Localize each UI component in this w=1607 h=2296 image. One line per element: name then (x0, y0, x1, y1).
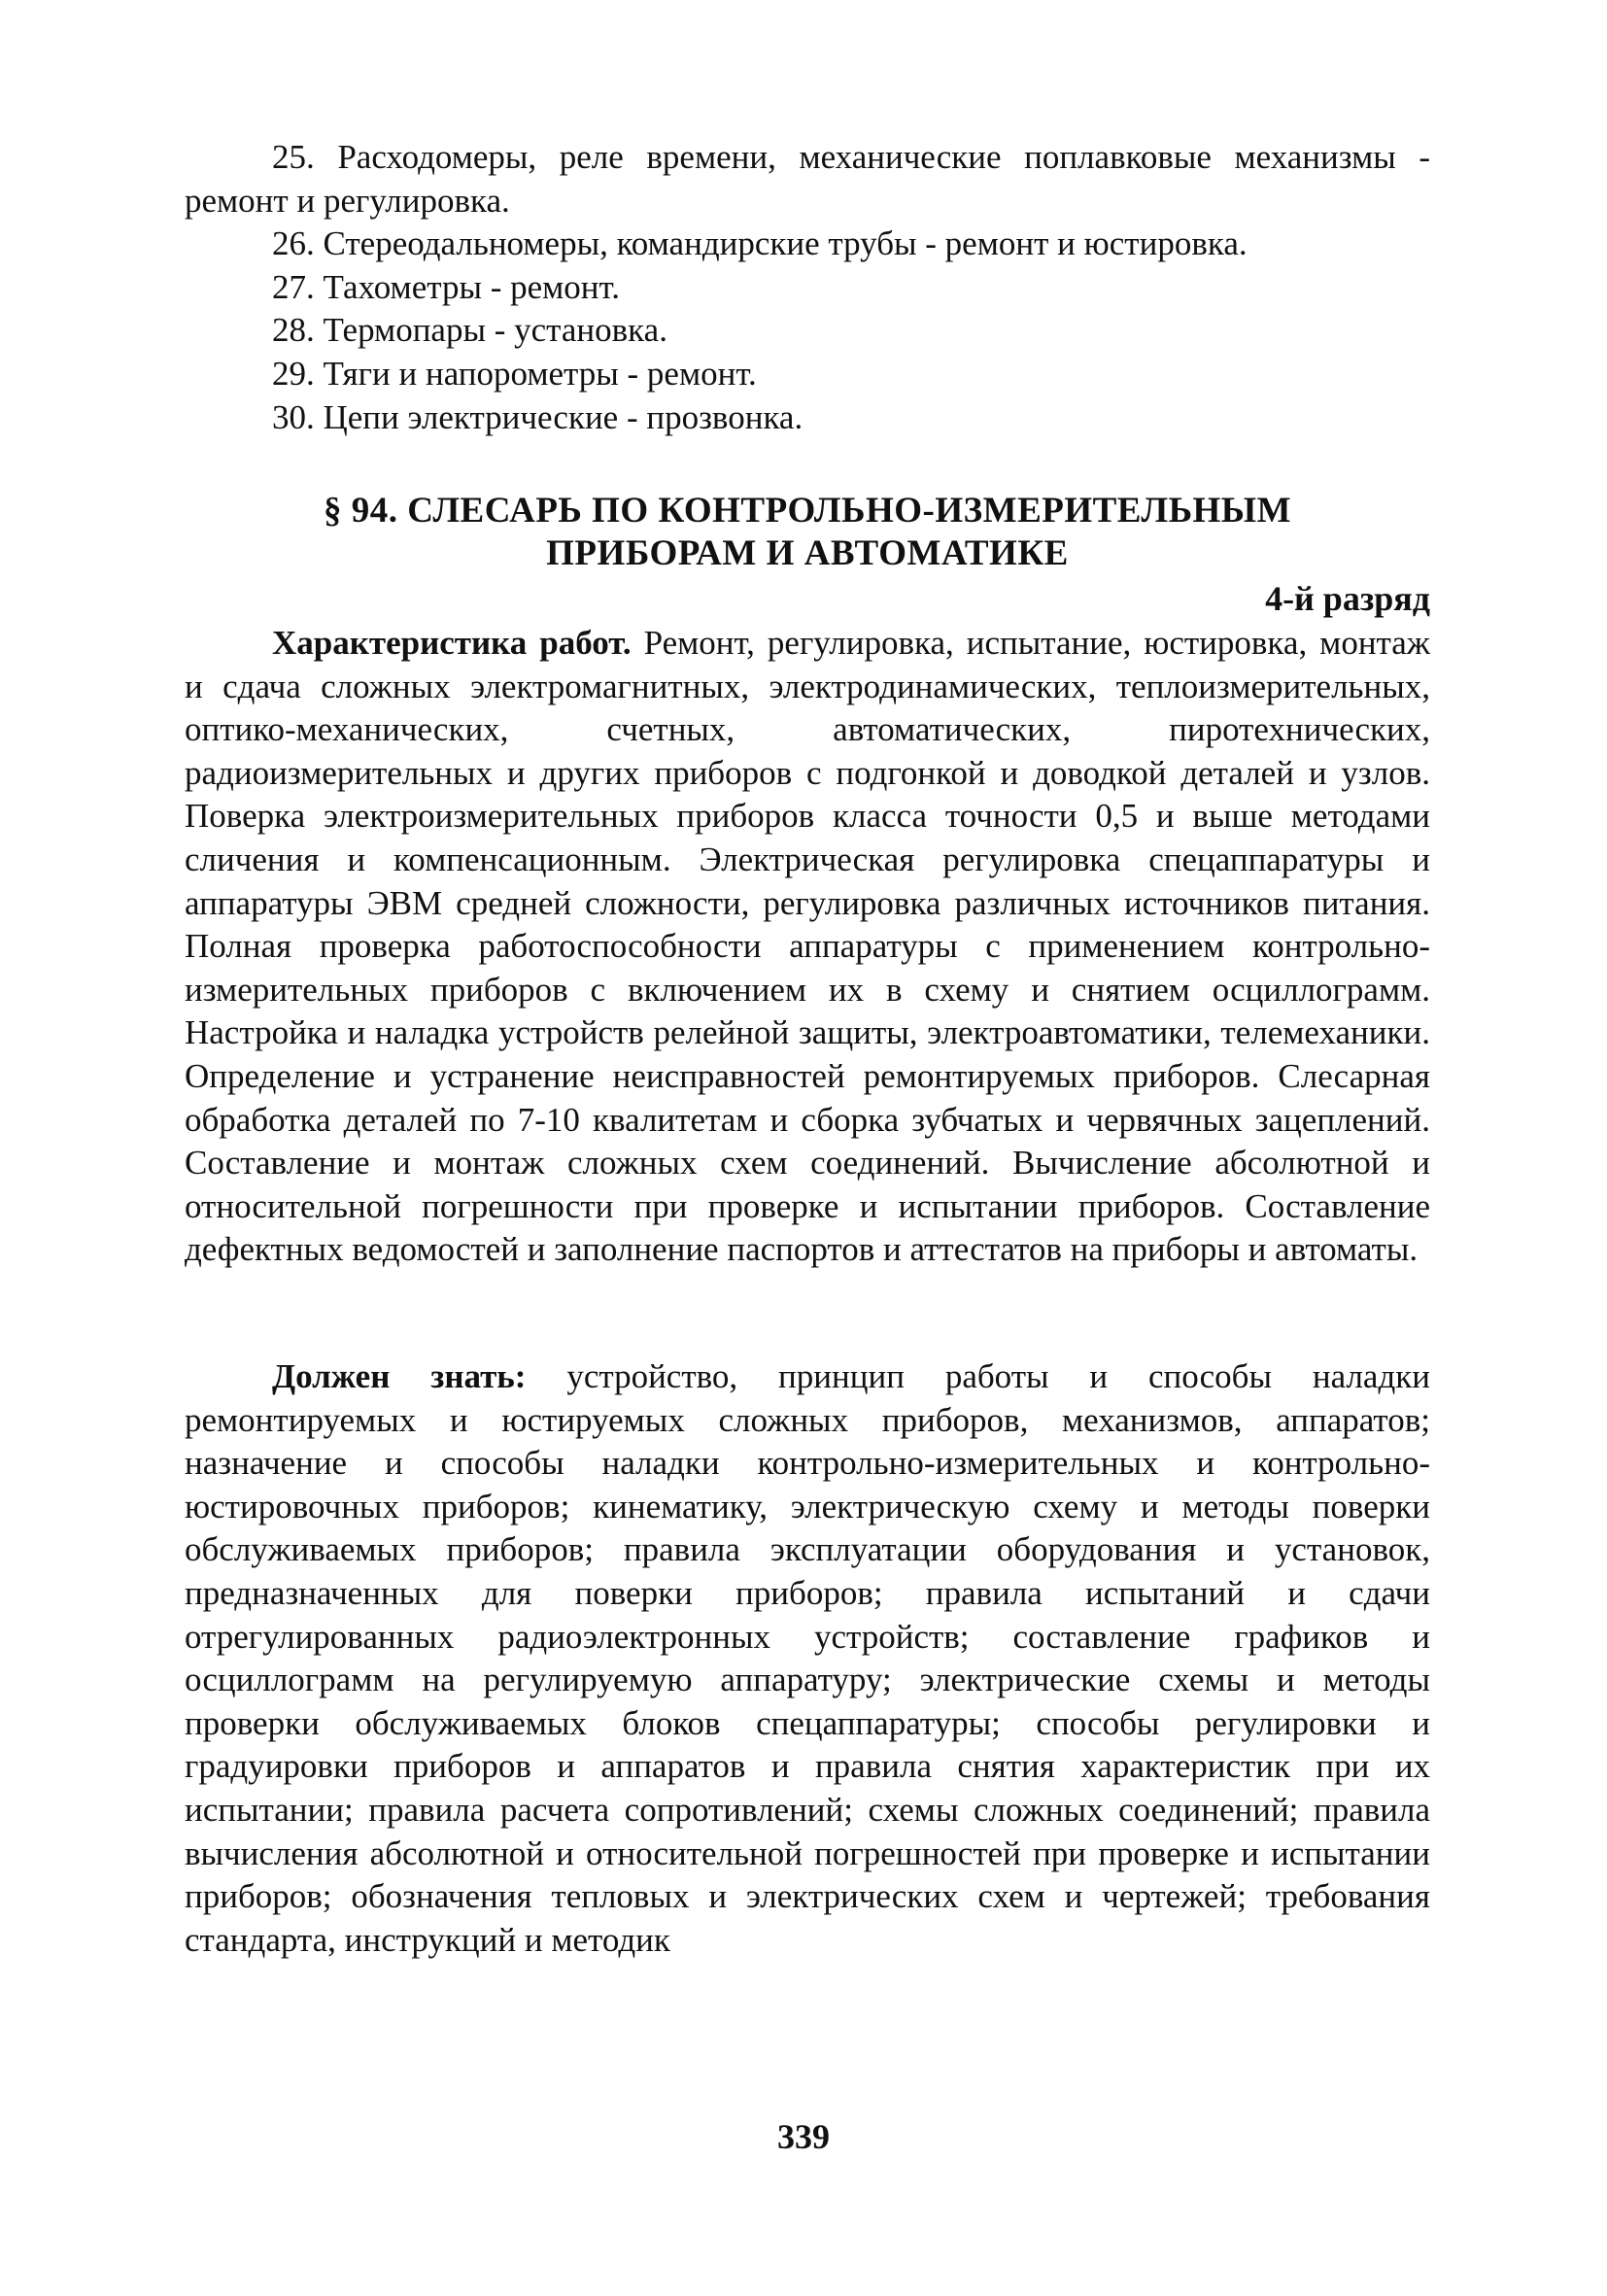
list-item: 26. Стереодальномеры, командирские трубы - ремонт и юстировка. (272, 224, 1248, 263)
required-knowledge-lead: Должен знать: (272, 1357, 527, 1395)
work-characteristics-text: Ремонт, регулировка, испытание, юстировка, монтаж и сдача сложных электромагнитных, электродинамических, теплоизмерительных, оптико-механических, счетных, автоматических, пиротехнических, радиоизмерительных и других приборов с подгонкой и доводкой деталей и узлов. Поверка электроизмерительных приборов класса точности 0,5 и выше методами сличения и компенсационным. Электрическая регулировка спецаппаратуры и аппаратуры ЭВМ средней сложности, регулировка различных источников питания. Полная проверка работоспособности аппаратуры с применением контрольно-измерительных приборов с включением их в схему и снятием осциллограмм. Настройка и наладка устройств релейной защиты, электроавтоматики, телемеханики. Определение и устранение неисправностей ремонтируемых приборов. Слесарная обработка деталей по 7-10 квалитетам и сборка зубчатых и червячных зацеплений. Составление и монтаж сложных схем соединений. Вычисление абсолютной и относительной погрешности при проверке и испытании приборов. Составление дефектных ведомостей и заполнение паспортов и аттестатов на приборы и автоматы. (185, 624, 1430, 1269)
required-knowledge-block (185, 1355, 1430, 1962)
work-examples-list (185, 136, 1430, 439)
work-characteristics-lead: Характеристика работ. (272, 624, 632, 662)
list-item: 28. Термопары - установка. (272, 311, 667, 350)
work-characteristics-paragraph (185, 622, 1430, 1272)
required-knowledge-text: устройство, принцип работы и способы наладки ремонтируемых и юстируемых сложных приборов, механизмов, аппаратов; назначение и способы наладки контрольно-измерительных и контрольно-юстировочных приборов; кинематику, электрическую схему и методы поверки обслуживаемых приборов; правила эксплуатации оборудования и установок, предназначенных для поверки приборов; правила испытаний и сдачи отрегулированных радиоэлектронных устройств; составление графиков и осциллограмм на регулируемую аппаратуру; электрические схемы и методы проверки обслуживаемых блоков спецаппаратуры; способы регулировки и градуировки приборов и аппаратов и правила снятия характеристик при их испытании; правила расчета сопротивлений; схемы сложных соединений; правила вычисления абсолютной и относительной погрешностей при проверке и испытании приборов; обозначения тепловых и электрических схем и чертежей; требования стандарта, инструкций и методик (185, 1357, 1430, 1959)
section-heading-line-1: § 94. СЛЕСАРЬ ПО КОНТРОЛЬНО-ИЗМЕРИТЕЛЬНЫМ (323, 491, 1292, 531)
page-number: 339 (777, 2117, 830, 2156)
list-item: 25. Расходомеры, реле времени, механические поплавковые механизмы - ремонт и регулировка. (185, 138, 1430, 220)
required-knowledge-paragraph (185, 1355, 1430, 1962)
work-characteristics-block (185, 622, 1430, 1272)
list-item: 30. Цепи электрические - прозвонка. (272, 397, 804, 436)
list-item: 29. Тяги и напорометры - ремонт. (272, 354, 757, 393)
section-heading (185, 490, 1430, 575)
section-heading-line-2: ПРИБОРАМ И АВТОМАТИКЕ (546, 533, 1069, 573)
list-item: 27. Тахометры - ремонт. (272, 267, 620, 306)
grade-label: 4-й разряд (1265, 579, 1430, 618)
